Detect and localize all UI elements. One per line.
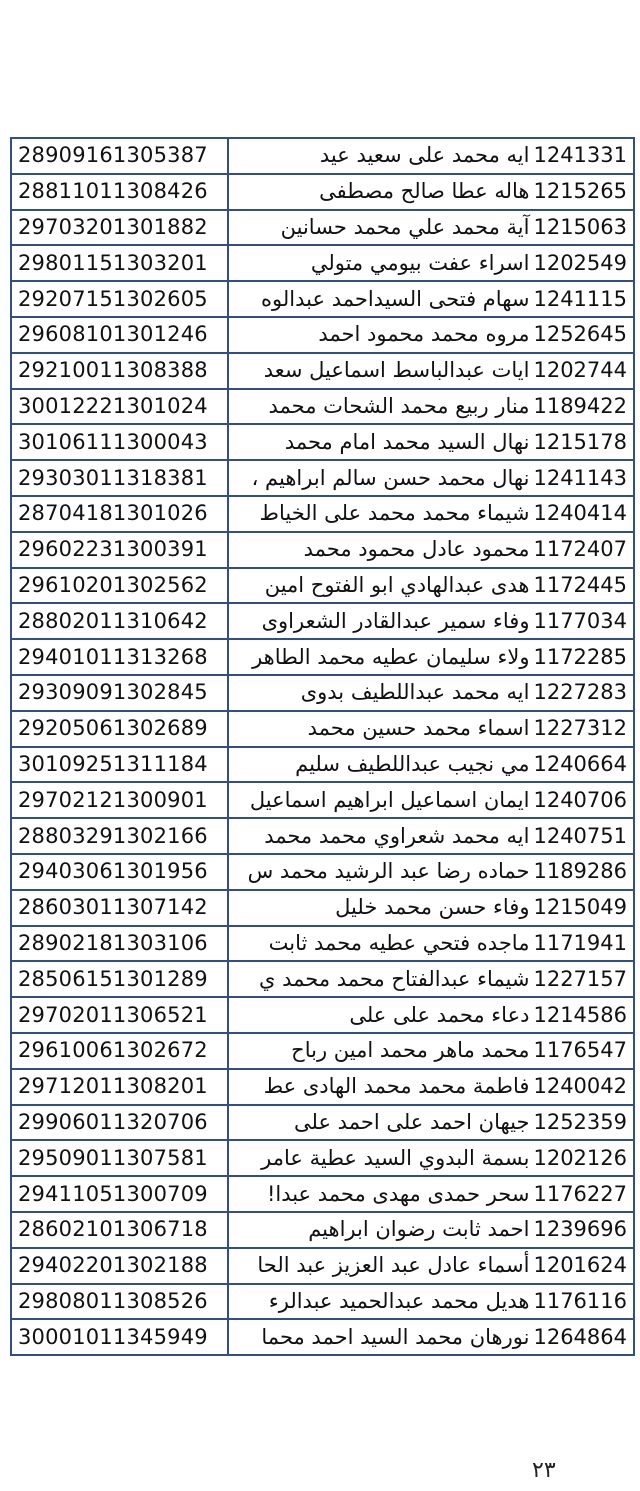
employee-cell — [228, 1033, 634, 1069]
employee-code: 1172407 — [533, 537, 627, 562]
table-row — [11, 1248, 634, 1284]
employee-code: 1172445 — [533, 572, 627, 597]
table-row — [11, 818, 634, 854]
table-row — [11, 639, 634, 675]
employee-code: 1227312 — [533, 716, 627, 741]
employee-cell — [228, 1069, 634, 1105]
national-id-cell: 29808011308526 — [11, 1284, 228, 1320]
national-id-cell: 29702121300901 — [11, 782, 228, 818]
national-id-cell: 29712011308201 — [11, 1069, 228, 1105]
national-id-cell: 29402201302188 — [11, 1248, 228, 1284]
table-row — [11, 711, 634, 747]
employee-cell — [228, 926, 634, 962]
employee-code: 1264864 — [533, 1324, 627, 1349]
employee-cell — [228, 1284, 634, 1320]
employee-name: نهال السيد محمد امام محمد — [284, 429, 530, 454]
employee-code: 1202126 — [533, 1145, 627, 1170]
employee-name: وفاء سمير عبدالقادر الشعراوى — [261, 608, 530, 633]
employee-code: 1241143 — [533, 465, 627, 490]
table-row — [11, 245, 634, 281]
employee-cell — [228, 711, 634, 747]
employee-code: 1241331 — [533, 143, 627, 168]
national-id-cell: 29207151302605 — [11, 281, 228, 317]
table-row — [11, 1319, 634, 1355]
employee-code: 1241115 — [533, 286, 627, 311]
employee-name: سحر حمدى مهدى محمد عبدا! — [266, 1181, 530, 1206]
national-id-cell: 29610201302562 — [11, 568, 228, 604]
national-id-cell: 28811011308426 — [11, 174, 228, 210]
employee-cell — [228, 1212, 634, 1248]
table-row — [11, 1176, 634, 1212]
employee-cell — [228, 639, 634, 675]
national-id-cell: 30109251311184 — [11, 747, 228, 783]
employee-cell — [228, 353, 634, 389]
employee-name: اسراء عفت بيومي متولي — [310, 250, 530, 275]
table-row — [11, 961, 634, 997]
employee-cell — [228, 854, 634, 890]
national-id-cell: 29303011318381 — [11, 460, 228, 496]
employee-code: 1240042 — [533, 1074, 627, 1099]
table-row — [11, 997, 634, 1033]
employee-name: سهام فتحى السيداحمد عبدالوه — [261, 286, 530, 311]
table-row — [11, 782, 634, 818]
table-row — [11, 317, 634, 353]
employee-cell — [228, 424, 634, 460]
employee-name: أسماء عادل عبد العزيز عبد الحا — [257, 1253, 530, 1278]
employee-name: وفاء حسن محمد خليل — [335, 895, 530, 920]
national-id-cell: 29205061302689 — [11, 711, 228, 747]
employee-code: 1252645 — [533, 322, 627, 347]
employee-code: 1201624 — [533, 1253, 627, 1278]
employee-code: 1177034 — [533, 608, 627, 633]
employee-code: 1227283 — [533, 680, 627, 705]
table-row — [11, 389, 634, 425]
employee-code: 1252359 — [533, 1109, 627, 1134]
national-id-cell: 29401011313268 — [11, 639, 228, 675]
employee-cell — [228, 747, 634, 783]
employee-cell — [228, 1140, 634, 1176]
employee-code: 1215178 — [533, 429, 627, 454]
table-row — [11, 1033, 634, 1069]
table-row — [11, 1105, 634, 1141]
national-id-cell: 30106111300043 — [11, 424, 228, 460]
employee-code: 1215265 — [533, 179, 627, 204]
employee-cell — [228, 997, 634, 1033]
employee-code: 1176547 — [533, 1038, 627, 1063]
employee-name: هدى عبدالهادي ابو الفتوح امين — [264, 572, 530, 597]
national-id-cell: 28506151301289 — [11, 961, 228, 997]
employee-cell — [228, 281, 634, 317]
employee-name: آية محمد علي محمد حسانين — [280, 214, 530, 239]
national-id-cell: 28603011307142 — [11, 890, 228, 926]
page-number: ٢٣ — [532, 1458, 556, 1483]
employee-code: 1172285 — [533, 644, 627, 669]
national-id-cell: 30001011345949 — [11, 1319, 228, 1355]
table-row — [11, 532, 634, 568]
employee-name: حماده رضا عبد الرشيد محمد س — [247, 859, 530, 884]
employee-name: ايمان اسماعيل ابراهيم اسماعيل — [249, 787, 530, 812]
employee-cell — [228, 460, 634, 496]
employee-code: 1240706 — [533, 787, 627, 812]
table-row — [11, 926, 634, 962]
employee-name: ماجده فتحي عطيه محمد ثابت — [268, 930, 530, 955]
employee-cell — [228, 782, 634, 818]
employee-cell — [228, 245, 634, 281]
national-id-cell: 29906011320706 — [11, 1105, 228, 1141]
employee-cell — [228, 568, 634, 604]
employee-name: ايه محمد على سعيد عيد — [319, 143, 530, 168]
table-row — [11, 460, 634, 496]
employee-cell — [228, 1248, 634, 1284]
employee-cell — [228, 496, 634, 532]
employee-name: محمد ماهر محمد امين رباح — [291, 1038, 530, 1063]
employee-name: منار ربيع محمد الشحات محمد — [268, 393, 530, 418]
employee-code: 1189422 — [533, 393, 627, 418]
table-row — [11, 675, 634, 711]
employee-cell — [228, 1105, 634, 1141]
national-id-cell: 28902181303106 — [11, 926, 228, 962]
employee-cell — [228, 1319, 634, 1355]
employee-cell — [228, 818, 634, 854]
employee-name: هديل محمد عبدالحميد عبدالرء — [268, 1288, 530, 1313]
table-row — [11, 281, 634, 317]
roster-table-body — [11, 138, 634, 1355]
employee-name: ولاء سليمان عطيه محمد الطاهر — [252, 644, 530, 669]
table-row — [11, 496, 634, 532]
national-id-cell: 29801151303201 — [11, 245, 228, 281]
employee-name: احمد ثابت رضوان ابراهيم — [308, 1217, 530, 1242]
table-row — [11, 1212, 634, 1248]
table-row — [11, 1069, 634, 1105]
employee-code: 1239696 — [533, 1217, 627, 1242]
employee-code: 1176116 — [533, 1288, 627, 1313]
table-row — [11, 603, 634, 639]
employee-code: 1227157 — [533, 966, 627, 991]
employee-cell — [228, 603, 634, 639]
national-id-cell: 29309091302845 — [11, 675, 228, 711]
national-id-cell: 29602231300391 — [11, 532, 228, 568]
employee-cell — [228, 210, 634, 246]
table-row — [11, 174, 634, 210]
national-id-cell: 30012221301024 — [11, 389, 228, 425]
employee-name: مروه محمد محمود احمد — [318, 322, 530, 347]
employee-name: مي نجيب عبداللطيف سليم — [295, 751, 530, 776]
employee-cell — [228, 389, 634, 425]
employee-name: فاطمة محمد محمد الهادى عط — [263, 1074, 530, 1099]
employee-name: دعاء محمد على على — [349, 1002, 530, 1027]
employee-cell — [228, 138, 634, 174]
employee-code: 1240751 — [533, 823, 627, 848]
table-row — [11, 210, 634, 246]
employee-code: 1171941 — [533, 930, 627, 955]
table-row — [11, 138, 634, 174]
employee-name: شيماء عبدالفتاح محمد محمد ي — [259, 966, 530, 991]
employee-name: ايه محمد شعراوي محمد محمد — [264, 823, 530, 848]
employee-cell — [228, 961, 634, 997]
national-id-cell: 29210011308388 — [11, 353, 228, 389]
employee-cell — [228, 174, 634, 210]
employee-name: نهال محمد حسن سالم ابراهيم ، — [251, 465, 530, 490]
national-id-cell: 29610061302672 — [11, 1033, 228, 1069]
employee-name: جيهان احمد على احمد على — [294, 1109, 530, 1134]
employee-name: هاله عطا صالح مصطفى — [319, 179, 530, 204]
national-id-cell: 28803291302166 — [11, 818, 228, 854]
national-id-cell: 29509011307581 — [11, 1140, 228, 1176]
national-id-cell: 28704181301026 — [11, 496, 228, 532]
national-id-cell: 29702011306521 — [11, 997, 228, 1033]
national-id-cell: 29403061301956 — [11, 854, 228, 890]
employee-cell — [228, 1176, 634, 1212]
employee-code: 1189286 — [533, 859, 627, 884]
employee-code: 1240664 — [533, 751, 627, 776]
employee-cell — [228, 890, 634, 926]
roster-table — [10, 137, 635, 1356]
employee-code: 1240414 — [533, 501, 627, 526]
national-id-cell: 29608101301246 — [11, 317, 228, 353]
table-row — [11, 890, 634, 926]
employee-cell — [228, 532, 634, 568]
employee-code: 1202744 — [533, 358, 627, 383]
employee-name: محمود عادل محمود محمد — [303, 537, 530, 562]
national-id-cell: 28802011310642 — [11, 603, 228, 639]
employee-code: 1202549 — [533, 250, 627, 275]
employee-name: شيماء محمد محمد على الخياط — [259, 501, 530, 526]
table-row — [11, 353, 634, 389]
employee-code: 1214586 — [533, 1002, 627, 1027]
table-row — [11, 747, 634, 783]
employee-name: اسماء محمد حسين محمد — [307, 716, 530, 741]
national-id-cell: 28909161305387 — [11, 138, 228, 174]
employee-name: ايه محمد عبداللطيف بدوى — [300, 680, 530, 705]
employee-name: بسمة البدوي السيد عطية عامر — [261, 1145, 530, 1170]
table-row — [11, 424, 634, 460]
employee-cell — [228, 317, 634, 353]
national-id-cell: 28602101306718 — [11, 1212, 228, 1248]
employee-cell — [228, 675, 634, 711]
employee-name: نورهان محمد السيد احمد محما — [261, 1324, 530, 1349]
national-id-cell: 29411051300709 — [11, 1176, 228, 1212]
employee-code: 1176227 — [533, 1181, 627, 1206]
employee-name: ايات عبدالباسط اسماعيل سعد — [263, 358, 530, 383]
national-id-cell: 29703201301882 — [11, 210, 228, 246]
table-row — [11, 568, 634, 604]
employee-code: 1215049 — [533, 895, 627, 920]
table-row — [11, 1284, 634, 1320]
employee-code: 1215063 — [533, 214, 627, 239]
table-row — [11, 854, 634, 890]
table-row — [11, 1140, 634, 1176]
